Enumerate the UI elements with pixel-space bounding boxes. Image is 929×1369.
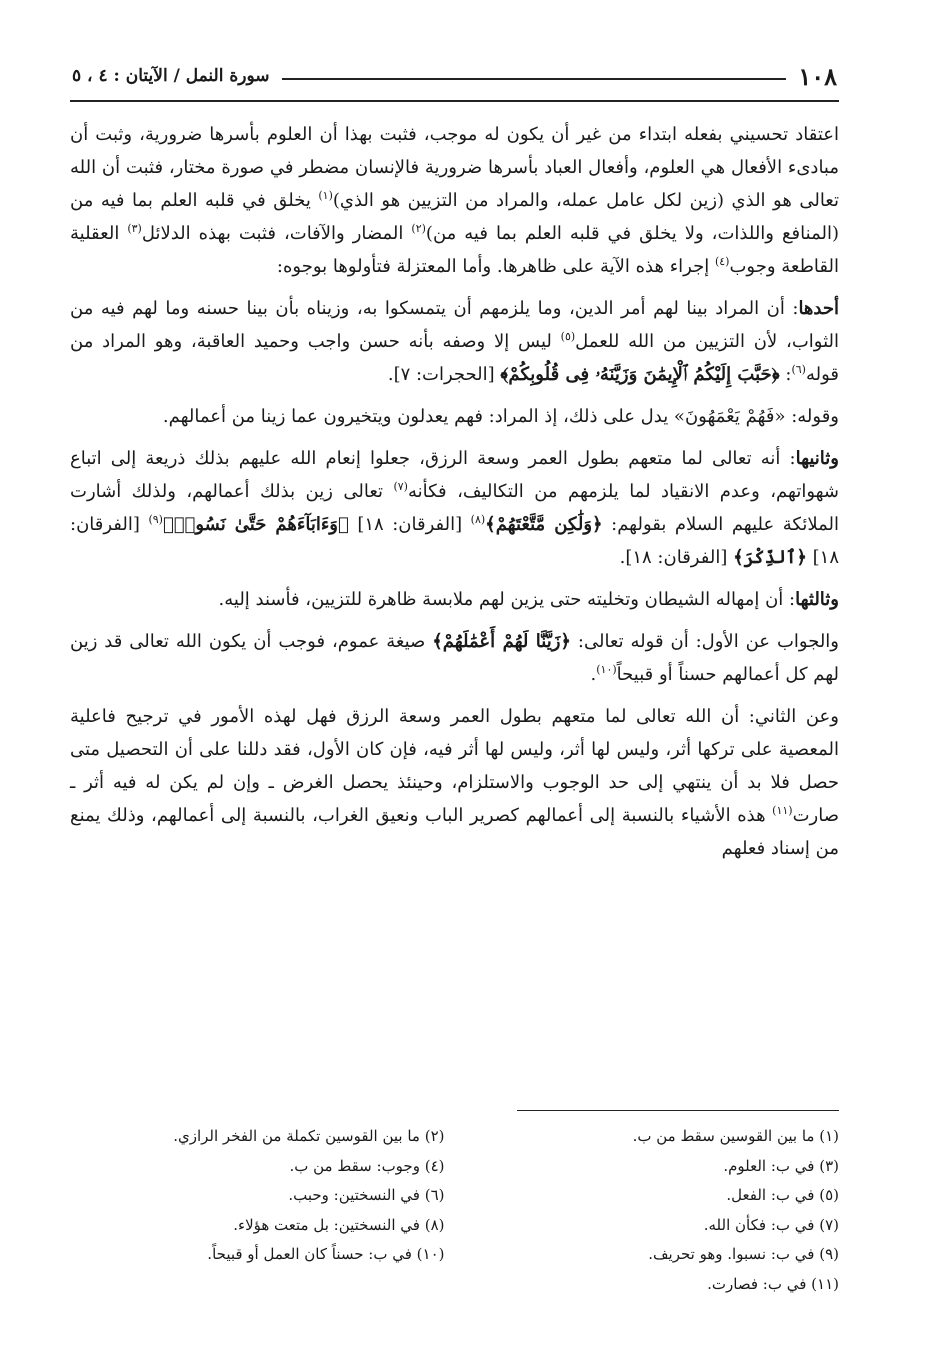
section-lead-second: وثانيها — [795, 448, 839, 469]
text-run: هذه الأشياء بالنسبة إلى أعمالهم كصرير الباب ونعيق الغراب، بالنسبة إلى أعمالهم، وذلك يمنع من إسناد فعلهم — [70, 805, 839, 859]
footnote-1: (١) ما بين القوسين سقط من ب. — [632, 1127, 839, 1145]
quran-verse: ﴿وَءَابَآءَهُمْ حَتَّىٰ نَسُوا۟﴾ — [162, 514, 349, 535]
footnote-3: (٣) في ب: العلوم. — [723, 1156, 839, 1175]
text-run: : — [779, 364, 792, 385]
footnote-ref-3[interactable]: (٣) — [127, 222, 142, 235]
text-run: ليس إلا وصفه بأنه حسن واجب وحميد العاقبة، وهو المراد من قوله — [70, 331, 839, 385]
footnote-ref-7[interactable]: (٧) — [393, 480, 408, 493]
text-run: يخلق في قلبه العلم بما فيه من (المنافع واللذات، ولا يخلق في قلبه العلم بما فيه من) — [70, 190, 839, 244]
footnote-8: (٨) في النسختين: بل متعت هؤلاء. — [233, 1215, 445, 1234]
page-number: ١٠٨ — [798, 61, 837, 91]
footnote-ref-9[interactable]: (٩) — [148, 513, 163, 526]
footnote-divider — [517, 1110, 839, 1111]
surah-title: سورة النمل / الآيتان : ٤ ، ٥ — [72, 66, 270, 86]
text-run: [الفرقان: ١٨] — [348, 514, 471, 535]
paragraph-5 — [70, 583, 839, 616]
section-lead-third: وثالثها — [795, 589, 839, 610]
footnote-9: (٩) في ب: نسبوا. وهو تحريف. — [648, 1245, 839, 1263]
footnote-ref-5[interactable]: (٥) — [560, 330, 576, 343]
main-text — [70, 118, 839, 874]
footnote-5: (٥) في ب: الفعل. — [726, 1186, 839, 1204]
text-run: العقلية القاطعة وجوب — [70, 223, 839, 277]
footnote-ref-10[interactable]: (١٠) — [596, 663, 617, 676]
text-run: [الحجرات: ٧]. — [387, 364, 501, 385]
footnote-ref-2[interactable]: (٢) — [411, 222, 426, 235]
header-divider — [70, 100, 839, 102]
text-run: : أن المراد بينا لهم أمر الدين، وما يلزمهم أن يتمسكوا به، وزيناه بأن بينا حسنه وما لهم فيه من الثواب، لأن التزيين من الله للعمل — [70, 298, 839, 352]
quran-verse: ﴿زَيَّنَّا لَهُمْ أَعْمَٰلَهُمْ﴾ — [432, 631, 571, 652]
paragraph-1 — [70, 118, 839, 283]
paragraph-4 — [70, 442, 839, 574]
text-run: تعالى زين بذلك أعمالهم، ولذلك أشارت الملائكة عليهم السلام بقولهم: — [70, 481, 839, 535]
text-run: المضار والآفات، فثبت بهذه الدلائل — [141, 223, 412, 244]
text-run: صيغة عموم، فوجب أن يكون الله تعالى قد زين لهم كل أعمالهم حسناً أو قبيحاً — [70, 631, 839, 685]
footnote-10: (١٠) في ب: حسناً كان العمل أو قبيحاً. — [207, 1245, 445, 1263]
footnote-6: (٦) في النسختين: وحبب. — [288, 1186, 445, 1204]
footnote-ref-4[interactable]: (٤) — [714, 255, 730, 268]
text-run: إجراء هذه الآية على ظاهرها. وأما المعتزلة فتأولوها بوجوه: — [276, 256, 715, 277]
text-run: وعن الثاني: أن الله تعالى لما متعهم بطول العمر وسعة الرزق فهل لهذه الأمور في ترجيح فاعلية المعصية على تركها أثر، وليس لها أثر، وليس لها أثر فيه، فإن كان الأول، فقد دللنا على أن التحصيل متى حصل فلا بد أن ينتهي إلى حد الوجوب والاستلزام، وحينئذ يحصل الغرض ـ وإن لم يكن له فيه أثر ـ صارت — [70, 706, 839, 826]
running-header — [72, 56, 837, 96]
section-lead-first: أحدها — [798, 298, 839, 319]
text-run: [الفرقان: ١٨]. — [619, 547, 734, 568]
footnote-ref-1[interactable]: (١) — [318, 189, 333, 202]
paragraph-6 — [70, 625, 839, 691]
quran-verse: ﴿ٱلذِّكْرَ﴾ — [733, 547, 807, 568]
footnote-ref-6[interactable]: (٦) — [791, 363, 806, 376]
footnote-2: (٢) ما بين القوسين تكملة من الفخر الرازي. — [173, 1127, 445, 1145]
footnote-ref-8[interactable]: (٨) — [470, 513, 486, 526]
paragraph-7 — [70, 700, 839, 865]
footnote-7: (٧) في ب: فكأن الله. — [703, 1215, 839, 1234]
text-run: : أنه تعالى لما متعهم بطول العمر وسعة الرزق، جعلوا إنعام الله عليهم بذلك ذريعة إلى اتباع شهواتهم، وعدم الانقياد لما يلزمهم من التكاليف، فكأنه — [70, 448, 840, 502]
footnote-4: (٤) وجوب: سقط من ب. — [289, 1156, 445, 1175]
text-run: وقوله: «فَهُمْ يَعْمَهُونَ» يدل على ذلك، إذ المراد: فهم يعدلون ويتخيرون عما زينا من أعمالهم. — [162, 406, 839, 427]
text-run: والجواب عن الأول: أن قوله تعالى: — [570, 631, 839, 652]
footnote-11: (١١) في ب: فصارت. — [707, 1274, 839, 1293]
quran-verse: ﴿وَلَٰكِن مَّتَّعْتَهُمْ﴾ — [485, 514, 603, 535]
text-run: [الفرقان: ١٨] — [70, 514, 839, 568]
paragraph-3 — [70, 400, 839, 433]
text-run: : أن إمهاله الشيطان وتخليته حتى يزين لهم ملابسة ظاهرة للتزيين، فأسند إليه. — [218, 589, 796, 610]
quran-verse: ﴿حَبَّبَ إِلَيْكُمُ ٱلْإِيمَٰنَ وَزَيَّنَهُۥ فِى قُلُوبِكُمْ﴾ — [500, 364, 780, 385]
footnotes — [70, 1122, 839, 1299]
header-rule — [282, 78, 787, 80]
text-run: اعتقاد تحسيني بفعله ابتداء من غير أن يكون له موجب، فثبت بهذا أن العلوم بأسرها ضرورية، وثبت أن مبادىء الأفعال هي العلوم، وأفعال العباد بأسرها ضرورية فالإنسان مضطر في صورة مختار، فثبت أن الله تعالى هو الذي (زين لكل عامل عمله، والمراد من التزيين هو الذي) — [70, 124, 839, 211]
text-run: . — [590, 664, 597, 685]
paragraph-2 — [70, 292, 839, 391]
footnote-ref-11[interactable]: (١١) — [772, 804, 793, 817]
